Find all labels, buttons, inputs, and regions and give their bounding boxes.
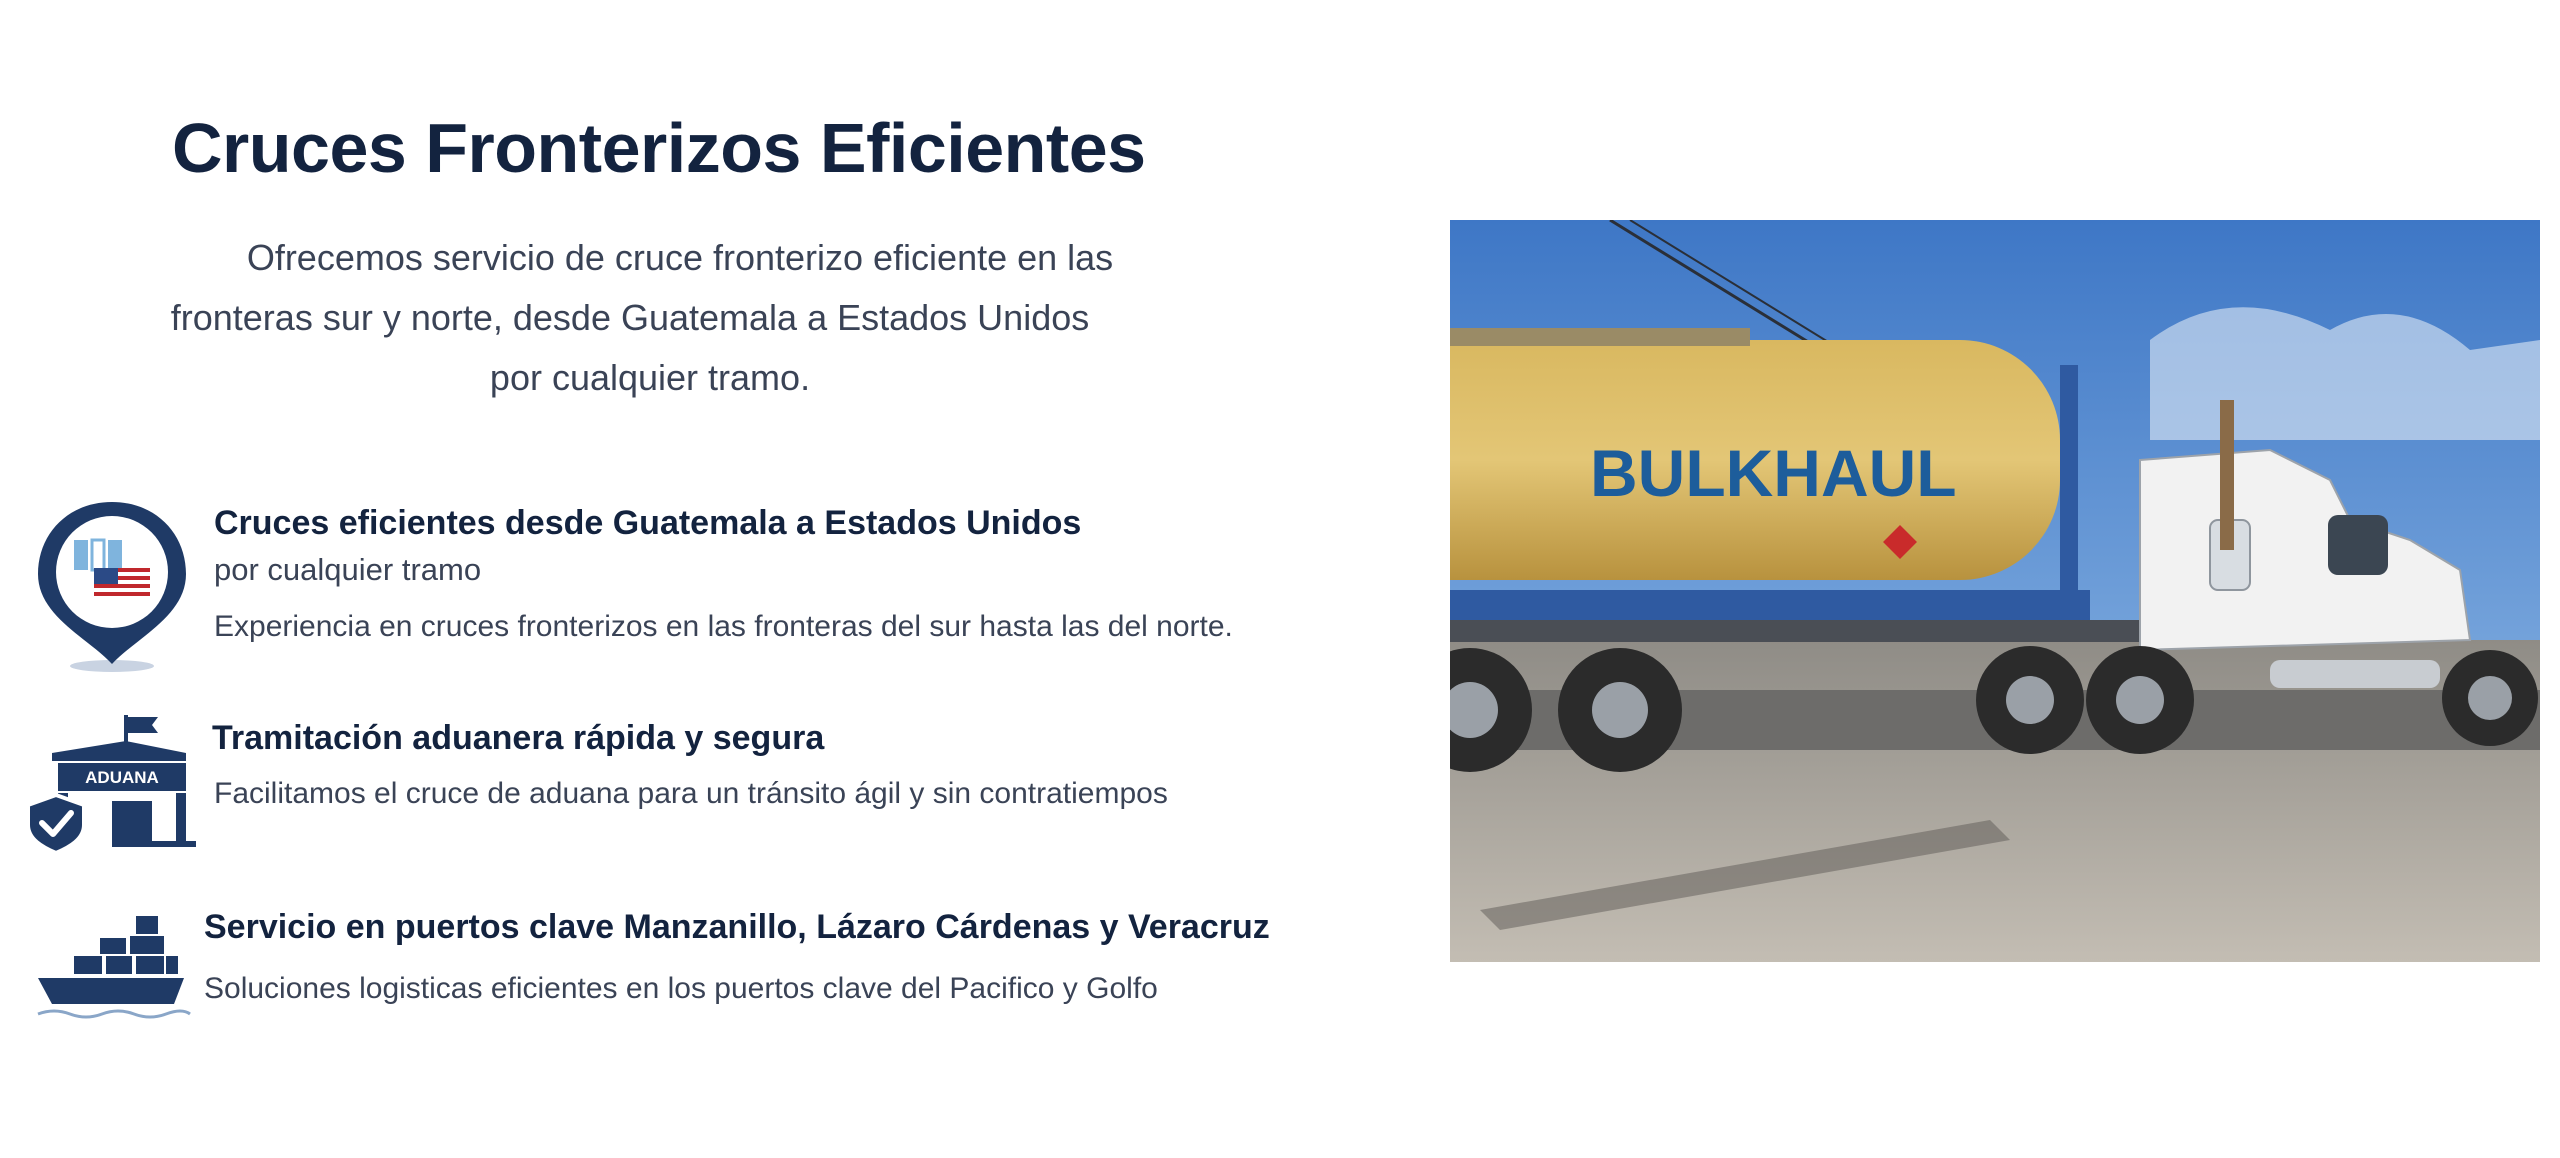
feature-description: Experiencia en cruces fronterizos en las fronteras del sur hasta las del norte. [214,610,1233,643]
truck-tanker-photo [1450,220,2540,962]
intro-line-2: fronteras sur y norte, desde Guatemala a Estados Unidos [170,297,1090,338]
feature-customs [0,705,1440,865]
feature-description: Facilitamos el cruce de aduana para un tránsito ágil y sin contratiempos [214,777,1168,810]
feature-title: Cruces eficientes desde Guatemala a Estados Unidos [214,504,1082,542]
intro-line-1: Ofrecemos servicio de cruce fronterizo eficiente en las [246,237,1114,278]
customs-label: ADUANA [85,768,159,787]
feature-description: Soluciones logisticas eficientes en los puertos clave del Pacifico y Golfo [204,972,1158,1005]
tank-brand-text: BULKHAUL [1590,436,1957,510]
customs-building-icon [26,713,196,858]
feature-title: Servicio en puertos clave Manzanillo, Lázaro Cárdenas y Veracruz [204,908,1270,946]
feature-ports [0,900,1440,1040]
feature-subtitle: por cualquier tramo [214,552,482,587]
feature-border-crossing [0,490,1440,680]
page-title: Cruces Fronterizos Eficientes [172,109,1146,187]
feature-title: Tramitación aduanera rápida y segura [212,719,825,757]
intro-line-3: por cualquier tramo. [489,357,811,398]
map-pin-flags-icon [28,498,188,683]
intro-paragraph [100,228,1200,408]
cargo-ship-icon [34,908,194,1033]
